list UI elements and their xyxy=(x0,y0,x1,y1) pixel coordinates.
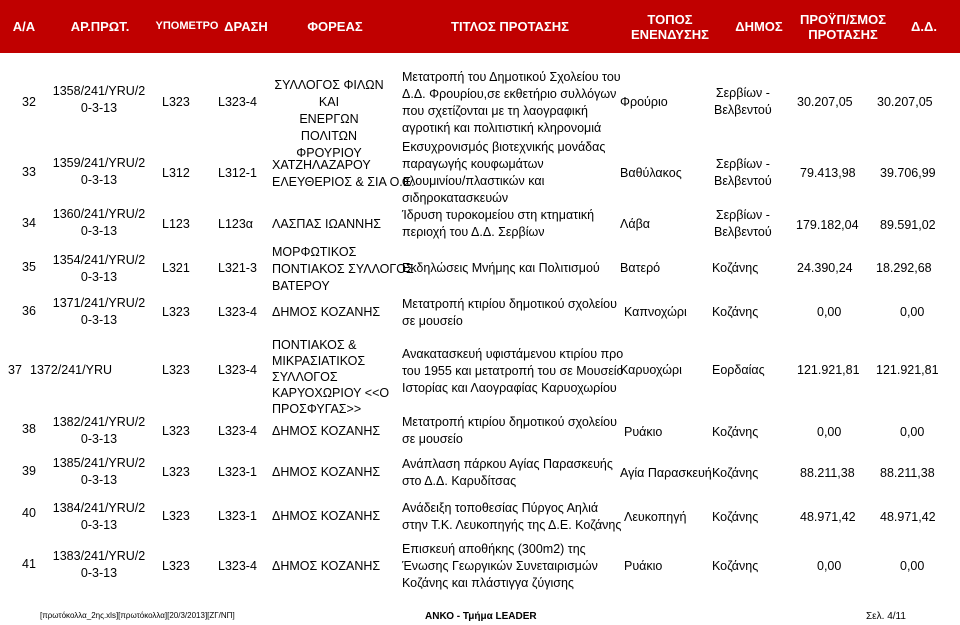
cell-foreas: ΧΑΤΖΗΛΑΖΑΡΟΥ ΕΛΕΥΘΕΡΙΟΣ & ΣΙΑ Ο.Ε. xyxy=(272,158,415,189)
cell-drasi: L323-4 xyxy=(218,95,257,109)
cell-titlos: Εκσυχρονισμός βιοτεχνικής μονάδας παραγωγής κουφωμάτων αλουμινίου/πλαστικών και σιδηροκατασκευών xyxy=(402,140,606,205)
cell-arprot: 1384/241/YRU/2 0-3-13 xyxy=(52,501,146,532)
cell-drasi: L323-4 xyxy=(218,363,257,377)
cell-dimos: Σερβίων - Βελβεντού xyxy=(714,208,772,239)
cell-proyp: 79.413,98 xyxy=(800,166,856,180)
cell-foreas: ΣΥΛΛΟΓΟΣ ΦΙΛΩΝ ΚΑΙ ΕΝΕΡΓΩΝ ΠΟΛΙΤΩΝ ΦΡΟΥΡΙΟΥ xyxy=(274,78,384,160)
cell-dd: 88.211,38 xyxy=(880,466,935,480)
cell-dimos: Κοζάνης xyxy=(712,425,759,439)
cell-dimos: Σερβίων - Βελβεντού xyxy=(714,157,772,188)
cell-arprot: 1359/241/YRU/2 0-3-13 xyxy=(52,156,146,187)
cell-proyp: 24.390,24 xyxy=(797,261,853,275)
cell-ypometro: L323 xyxy=(162,305,190,319)
cell-titlos: Ίδρυση τυροκομείου στη κτηματική περιοχή του Δ.Δ. Σερβίων xyxy=(402,208,595,239)
header-arprot: ΑΡ.ΠΡΩΤ. xyxy=(70,19,130,34)
header-aa: Α/Α xyxy=(12,19,36,34)
cell-aa: 39 xyxy=(22,464,36,478)
cell-dd: 121.921,81 xyxy=(876,363,939,377)
cell-foreas: ΜΟΡΦΩΤΙΚΟΣ ΠΟΝΤΙΑΚΟΣ ΣΥΛΛΟΓΟΣ ΒΑΤΕΡΟΥ xyxy=(272,245,414,293)
cell-topos: Ρυάκιο xyxy=(624,559,663,573)
cell-drasi: L323-4 xyxy=(218,559,257,573)
cell-aa: 33 xyxy=(22,165,36,179)
cell-titlos: Εκδηλώσεις Μνήμης και Πολιτισμού xyxy=(402,261,600,275)
cell-foreas: ΔΗΜΟΣ ΚΟΖΑΝΗΣ xyxy=(272,424,381,438)
cell-dd: 89.591,02 xyxy=(880,218,936,232)
cell-ypometro: L323 xyxy=(162,465,190,479)
cell-dd: 0,00 xyxy=(900,425,925,439)
cell-proyp: 30.207,05 xyxy=(797,95,853,109)
cell-proyp: 0,00 xyxy=(817,425,842,439)
cell-arprot: 1372/241/YRU xyxy=(30,363,113,377)
cell-proyp: 48.971,42 xyxy=(800,510,856,524)
cell-topos: Λάβα xyxy=(620,217,650,231)
cell-aa: 38 xyxy=(22,422,36,436)
cell-arprot: 1354/241/YRU/2 0-3-13 xyxy=(52,253,146,284)
table-header xyxy=(0,0,960,53)
cell-dimos: Σερβίων - Βελβεντού xyxy=(714,86,772,117)
cell-aa: 34 xyxy=(22,216,36,230)
cell-foreas: ΠΟΝΤΙΑΚΟΣ & ΜΙΚΡΑΣΙΑΤΙΚΟΣ ΣΥΛΛΟΓΟΣ ΚΑΡΥΟΧΩΡΙΟΥ <<Ο ΠΡΟΣΦΥΓΑΣ>> xyxy=(272,338,390,416)
cell-aa: 41 xyxy=(22,557,36,571)
footer-file-path: [πρωτόκολλα_2ης.xls][πρωτόκολλα][20/3/2013][ΖΓ/ΝΠ] xyxy=(40,611,235,620)
cell-topos: Καπνοχώρι xyxy=(624,305,687,319)
cell-drasi: L123α xyxy=(218,217,254,231)
cell-dd: 0,00 xyxy=(900,559,925,573)
cell-titlos: Μετατροπή κτιρίου δημοτικού σχολείου σε μουσείο xyxy=(402,415,617,446)
cell-foreas: ΔΗΜΟΣ ΚΟΖΑΝΗΣ xyxy=(272,559,381,573)
cell-ypometro: L323 xyxy=(162,363,190,377)
header-drasi: ΔΡΑΣΗ xyxy=(224,19,268,34)
cell-dd: 39.706,99 xyxy=(880,166,936,180)
cell-arprot: 1360/241/YRU/2 0-3-13 xyxy=(52,207,146,238)
cell-titlos: Ανακατασκευή υφιστάμενου κτιρίου προ του 1955 και μετατροπή του σε Μουσείο Ιστορίας και Λαογραφίας Καρυοχωρίου xyxy=(402,347,624,395)
header-topos: ΤΟΠΟΣ ΕΝΕΝΔΥΣΗΣ xyxy=(631,11,709,42)
cell-topos: Λευκοπηγή xyxy=(624,510,687,524)
cell-ypometro: L123 xyxy=(162,217,190,231)
cell-dd: 48.971,42 xyxy=(880,510,936,524)
cell-foreas: ΔΗΜΟΣ ΚΟΖΑΝΗΣ xyxy=(272,305,381,319)
cell-ypometro: L323 xyxy=(162,509,190,523)
header-proypsmos: ΠΡΟΫΠ/ΣΜΟΣ ΠΡΟΤΑΣΗΣ xyxy=(799,11,887,42)
cell-ypometro: L312 xyxy=(162,166,190,180)
cell-arprot: 1385/241/YRU/2 0-3-13 xyxy=(52,456,146,487)
header-dimos: ΔΗΜΟΣ xyxy=(735,19,783,34)
cell-dd: 30.207,05 xyxy=(877,95,933,109)
cell-proyp: 179.182,04 xyxy=(796,218,859,232)
cell-dimos: Κοζάνης xyxy=(712,466,759,480)
cell-topos: Φρούριο xyxy=(620,95,668,109)
cell-aa: 35 xyxy=(22,260,36,274)
header-foreas: ΦΟΡΕΑΣ xyxy=(307,19,363,34)
cell-proyp: 121.921,81 xyxy=(797,363,860,377)
cell-aa: 36 xyxy=(22,304,36,318)
footer-department: ΑΝΚΟ - Τμήμα LEADER xyxy=(425,611,537,622)
cell-arprot: 1382/241/YRU/2 0-3-13 xyxy=(52,415,146,446)
cell-drasi: L312-1 xyxy=(218,166,257,180)
cell-dimos: Κοζάνης xyxy=(712,261,759,275)
cell-titlos: Μετατροπή του Δημοτικού Σχολείου του Δ.Δ. Φρουρίου,σε εκθετήριο συλλόγων που σχετίζονται με τη λαογραφική αγροτική και πολιτιστική κληρονομιά xyxy=(402,70,621,135)
cell-drasi: L321-3 xyxy=(218,261,257,275)
cell-ypometro: L323 xyxy=(162,559,190,573)
cell-proyp: 0,00 xyxy=(817,559,842,573)
cell-titlos: Ανάπλαση πάρκου Αγίας Παρασκευής στο Δ.Δ. Καρυδίτσας xyxy=(402,457,613,488)
cell-dimos: Εορδαίας xyxy=(712,363,765,377)
cell-ypometro: L323 xyxy=(162,95,190,109)
cell-dd: 18.292,68 xyxy=(876,261,932,275)
cell-topos: Καρυοχώρι xyxy=(620,363,682,377)
cell-foreas: ΔΗΜΟΣ ΚΟΖΑΝΗΣ xyxy=(272,465,381,479)
header-titlos: ΤΙΤΛΟΣ ΠΡΟΤΑΣΗΣ xyxy=(451,19,569,34)
cell-topos: Βατερό xyxy=(620,261,661,275)
cell-topos: Αγία Παρασκευή xyxy=(620,466,712,480)
cell-topos: Βαθύλακος xyxy=(620,166,682,180)
header-dd: Δ.Δ. xyxy=(911,19,937,34)
cell-drasi: L323-4 xyxy=(218,305,257,319)
cell-foreas: ΔΗΜΟΣ ΚΟΖΑΝΗΣ xyxy=(272,509,381,523)
cell-dimos: Κοζάνης xyxy=(712,305,759,319)
cell-dimos: Κοζάνης xyxy=(712,559,759,573)
cell-arprot: 1383/241/YRU/2 0-3-13 xyxy=(52,549,146,580)
cell-ypometro: L323 xyxy=(162,424,190,438)
cell-ypometro: L321 xyxy=(162,261,190,275)
cell-titlos: Μετατροπή κτιρίου δημοτικού σχολείου σε μουσείο xyxy=(402,297,617,328)
cell-aa: 37 xyxy=(8,363,22,377)
cell-titlos: Επισκευή αποθήκης (300m2) της Ένωσης Γεωργικών Συνεταιρισμών Κοζάνης και πλάστιγγα ζύγισης xyxy=(402,542,598,590)
cell-drasi: L323-1 xyxy=(218,465,257,479)
footer-page-number: Σελ. 4/11 xyxy=(866,611,906,622)
cell-topos: Ρυάκιο xyxy=(624,425,663,439)
cell-titlos: Ανάδειξη τοποθεσίας Πύργος Αηλιά στην Τ.Κ. Λευκοπηγής της Δ.Ε. Κοζάνης xyxy=(402,501,622,532)
cell-drasi: L323-1 xyxy=(218,509,257,523)
cell-foreas: ΛΑΣΠΑΣ ΙΩΑΝΝΗΣ xyxy=(272,217,381,231)
cell-proyp: 0,00 xyxy=(817,305,842,319)
cell-aa: 40 xyxy=(22,506,36,520)
cell-dimos: Κοζάνης xyxy=(712,510,759,524)
header-ypometro: ΥΠΟΜΕΤΡΟ xyxy=(155,20,219,32)
cell-drasi: L323-4 xyxy=(218,424,257,438)
cell-arprot: 1358/241/YRU/2 0-3-13 xyxy=(52,84,146,115)
cell-proyp: 88.211,38 xyxy=(800,466,855,480)
cell-dd: 0,00 xyxy=(900,305,925,319)
cell-arprot: 1371/241/YRU/2 0-3-13 xyxy=(52,296,146,327)
cell-aa: 32 xyxy=(22,95,36,109)
